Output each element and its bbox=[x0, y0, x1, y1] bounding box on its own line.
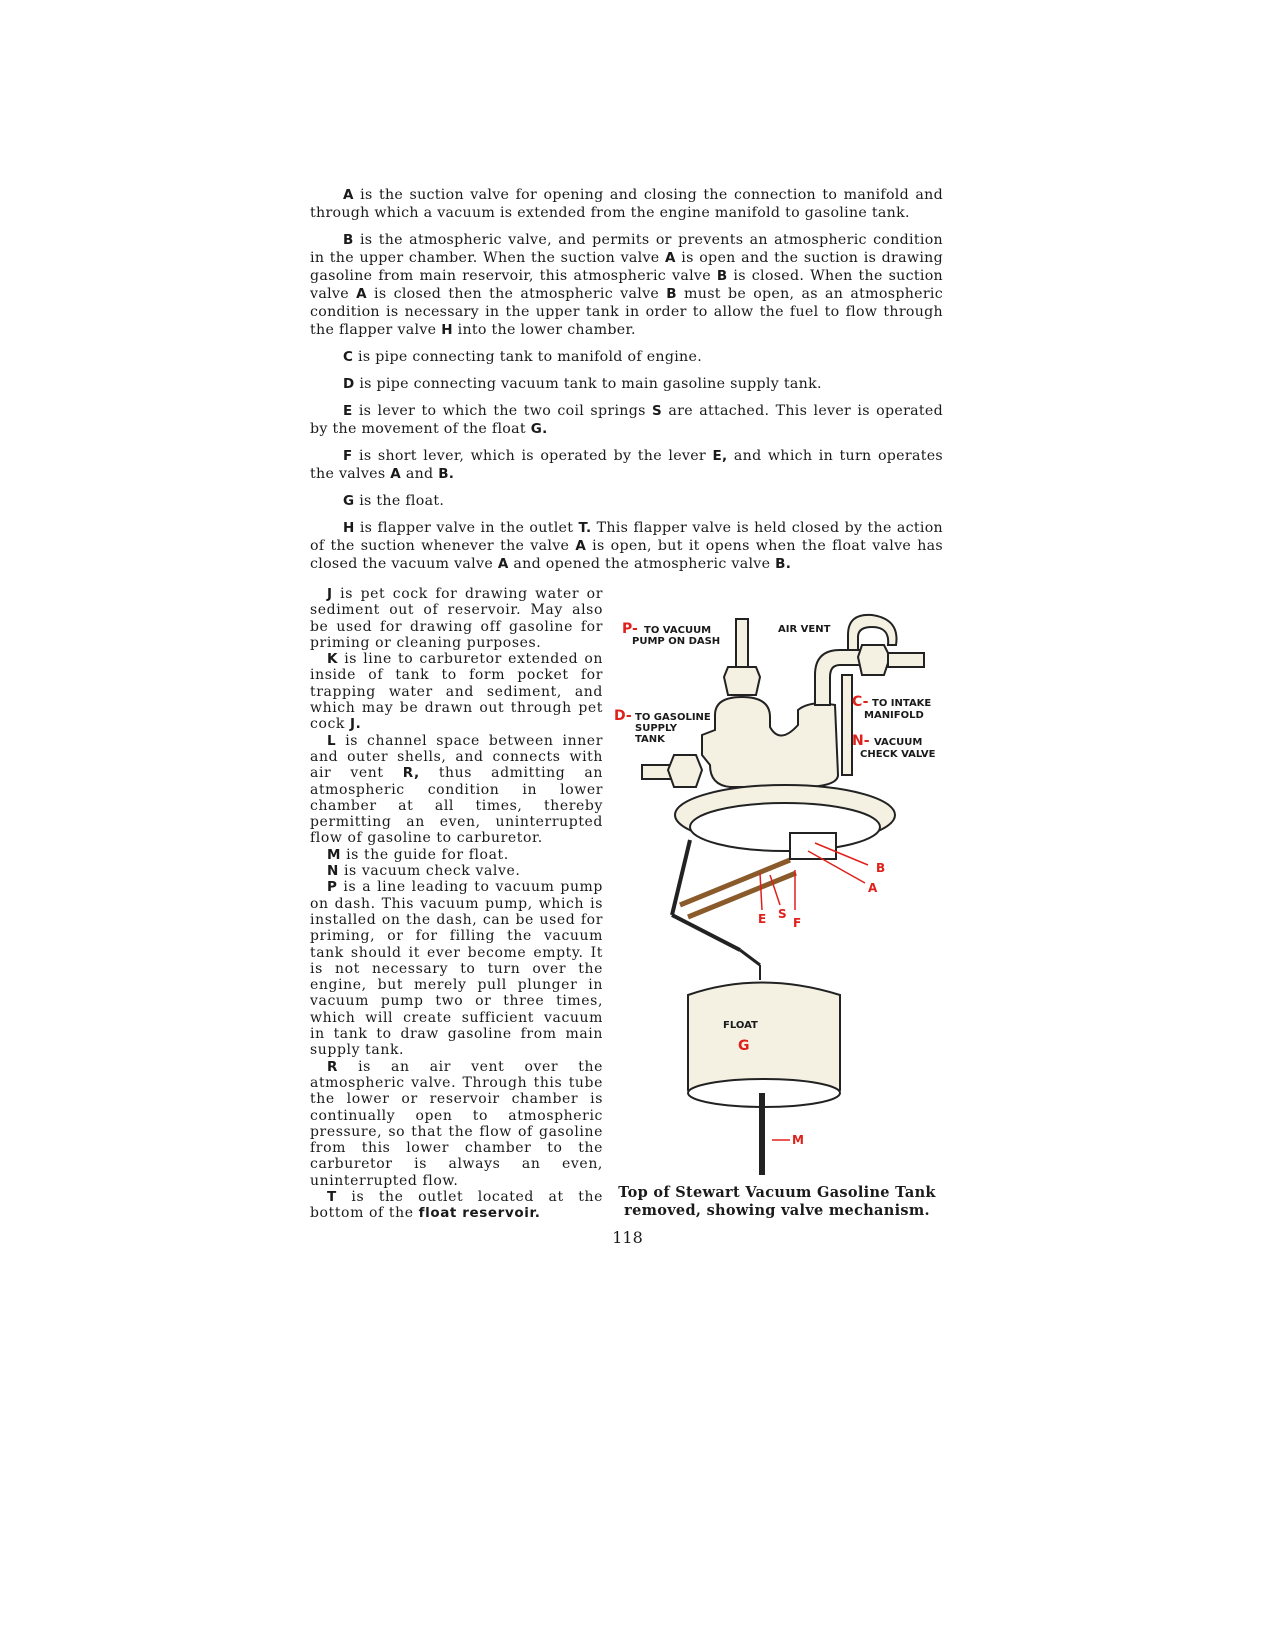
part-letter: E, bbox=[712, 448, 728, 464]
label-c-line2: MANIFOLD bbox=[864, 710, 924, 721]
paragraph-text: is a line leading to vacuum pump on dash. This vacuum pump, which is installed on the dash, can be used for priming, or for filling the vacuum tank should it ever become empty. It is not necessary to turn over the engine, but merely pull plunger in vacuum pump two or three times, which will create sufficient vacuum in tank to draw gasoline from main supply tank. bbox=[310, 879, 603, 1059]
page-number: 118 bbox=[612, 1228, 643, 1247]
part-letter: F bbox=[343, 448, 353, 464]
part-letter: R, bbox=[402, 765, 420, 782]
paragraph bbox=[310, 519, 943, 573]
paragraph-text: is open and the suction is drawing gasoline from main reservoir, this atmospheric valve bbox=[310, 250, 943, 284]
part-letter: P bbox=[327, 879, 338, 896]
supply-nut bbox=[668, 755, 702, 787]
paragraph-text: is closed then the atmospheric valve bbox=[366, 286, 667, 302]
part-letter: T. bbox=[578, 520, 592, 536]
paragraph-text: is the outlet located at the bottom of the bbox=[310, 1188, 603, 1222]
paragraph-text: is the suction valve for opening and closing the connection to manifold and through which a vacuum is extended from the engine manifold to gasoline tank. bbox=[310, 187, 943, 221]
figure-caption bbox=[612, 1184, 942, 1220]
paragraph bbox=[310, 186, 943, 222]
paragraph bbox=[310, 879, 603, 1058]
caption-line-1: Top of Stewart Vacuum Gasoline Tank bbox=[618, 1184, 936, 1201]
paragraph bbox=[310, 586, 603, 651]
paragraph bbox=[310, 733, 603, 847]
paragraph-text: is flapper valve in the outlet bbox=[354, 520, 579, 536]
pump-pipe bbox=[736, 619, 748, 669]
paragraph-text: is open, but it opens when the float valve has closed the vacuum valve bbox=[310, 538, 943, 572]
paragraph-text: is short lever, which is operated by the lever bbox=[352, 448, 713, 464]
label-d-line2: SUPPLY bbox=[635, 723, 678, 734]
part-letter: N bbox=[327, 863, 339, 880]
top-text-block bbox=[310, 186, 943, 582]
part-letter: T bbox=[327, 1188, 337, 1205]
part-letter: R bbox=[327, 1058, 338, 1075]
label-p-letter: P- bbox=[622, 621, 638, 637]
pump-nut bbox=[724, 667, 760, 695]
part-letter: A bbox=[390, 466, 402, 482]
part-letter: S bbox=[652, 403, 663, 419]
paragraph-text: and opened the atmospheric valve bbox=[508, 556, 776, 572]
label-d-line1: TO GASOLINE bbox=[635, 712, 711, 723]
manifold-nut bbox=[858, 645, 890, 675]
label-air-vent: AIR VENT bbox=[778, 624, 831, 635]
part-letter: H bbox=[441, 322, 453, 338]
paragraph-text: is closed. When the suction valve bbox=[310, 268, 943, 302]
label-f: F bbox=[793, 916, 802, 930]
label-d-line3: TANK bbox=[635, 734, 665, 745]
paragraph bbox=[310, 847, 603, 863]
paragraph bbox=[310, 863, 603, 879]
part-letter: A bbox=[665, 250, 676, 266]
part-letter: E bbox=[343, 403, 353, 419]
label-n-letter: N- bbox=[852, 733, 870, 749]
label-m: M bbox=[792, 1133, 804, 1147]
paragraph-text: is the atmospheric valve, and permits or prevents an atmospheric condition in the upper chamber. When the suction valve bbox=[310, 232, 943, 266]
part-letter: float reservoir. bbox=[418, 1205, 541, 1222]
valve-body bbox=[702, 697, 838, 787]
part-letter: M bbox=[327, 846, 342, 863]
paragraph-text: into the lower chamber. bbox=[452, 322, 636, 338]
paragraph-text: is pet cock for drawing water or sediment out of reservoir. May also be used for drawing off gasoline for priming or cleaning purposes. bbox=[310, 586, 603, 651]
paragraph-text: is vacuum check valve. bbox=[338, 863, 521, 880]
part-letter: B bbox=[716, 268, 728, 284]
paragraph-text: must be open, as an atmospheric condition is necessary in the upper tank in order to allow the fuel to flow through the flapper valve bbox=[310, 286, 944, 338]
label-p-line2: PUMP ON DASH bbox=[632, 636, 721, 647]
label-c-line1: TO INTAKE bbox=[872, 698, 932, 709]
paragraph-text: and bbox=[401, 466, 439, 482]
paragraph bbox=[310, 492, 943, 510]
paragraph-text: is an air vent over the atmospheric valve. Through this tube the lower or reservoir chamber is continually open to atmospheric pressure, so that the flow of gasoline from this lower chamber to the carburetor is always an even, uninterrupted flow. bbox=[310, 1058, 603, 1189]
label-e: E bbox=[758, 912, 767, 926]
part-letter: A bbox=[356, 286, 367, 302]
part-letter: G bbox=[343, 493, 355, 509]
paragraph bbox=[310, 231, 943, 339]
paragraph-text: This flapper valve is held closed by the action of the suction whenever the valve bbox=[310, 520, 943, 554]
check-valve-pipe bbox=[842, 675, 852, 775]
paragraph bbox=[310, 1189, 603, 1222]
paragraph bbox=[310, 1059, 603, 1189]
label-a: A bbox=[868, 881, 878, 895]
part-letter: L bbox=[327, 732, 337, 749]
part-letter: H bbox=[343, 520, 355, 536]
part-letter: B. bbox=[438, 466, 455, 482]
part-letter: D bbox=[343, 376, 355, 392]
part-letter: G. bbox=[530, 421, 548, 437]
paragraph-text: is the float. bbox=[354, 493, 445, 509]
left-column-text bbox=[310, 586, 603, 1222]
paragraph-text: is channel space between inner and outer shells, and connects with air vent bbox=[310, 732, 603, 782]
manifold-pipe bbox=[888, 653, 924, 667]
paragraph-text: are attached. This lever is operated by the movement of the float bbox=[310, 403, 943, 437]
vacuum-tank-illustration bbox=[610, 605, 950, 1185]
paragraph-text: is pipe connecting vacuum tank to main gasoline supply tank. bbox=[354, 376, 822, 392]
part-letter: A bbox=[343, 187, 354, 203]
paragraph-text: thus admitting an atmospheric condition in lower chamber at all times, thereby permitting an even, uninterrupted flow of gasoline to carburetor. bbox=[310, 765, 603, 847]
paragraph-text: is pipe connecting tank to manifold of engine. bbox=[353, 349, 702, 365]
label-n-line2: CHECK VALVE bbox=[860, 749, 936, 760]
part-letter: B bbox=[666, 286, 677, 302]
label-g: G bbox=[738, 1038, 750, 1054]
part-letter: A bbox=[497, 556, 509, 572]
part-letter: K bbox=[327, 651, 339, 668]
paragraph bbox=[310, 348, 943, 366]
part-letter: C bbox=[343, 349, 354, 365]
part-letter: B. bbox=[775, 556, 792, 572]
paragraph bbox=[310, 375, 943, 393]
part-letter: J. bbox=[350, 716, 362, 733]
paragraph-text: is lever to which the two coil springs bbox=[352, 403, 653, 419]
label-p-line1: TO VACUUM bbox=[644, 625, 712, 636]
paragraph bbox=[310, 447, 943, 483]
paragraph bbox=[310, 402, 943, 438]
part-letter: B bbox=[343, 232, 354, 248]
label-s: S bbox=[778, 907, 787, 921]
paragraph-text: is line to carburetor extended on inside of tank to form pocket for trapping water and sediment, and which may be drawn out through pet cock bbox=[310, 651, 603, 733]
label-float: FLOAT bbox=[723, 1020, 758, 1031]
part-letter: A bbox=[575, 538, 587, 554]
paragraph bbox=[310, 651, 603, 732]
paragraph-text: and which in turn operates the valves bbox=[310, 448, 943, 482]
label-c-letter: C- bbox=[852, 694, 869, 710]
label-d-letter: D- bbox=[614, 708, 632, 724]
caption-line-2: removed, showing valve mechanism. bbox=[624, 1202, 930, 1219]
paragraph-text: is the guide for float. bbox=[341, 846, 509, 863]
label-n-line1: VACUUM bbox=[874, 737, 923, 748]
part-letter: J bbox=[327, 586, 333, 602]
label-b: B bbox=[876, 861, 886, 875]
